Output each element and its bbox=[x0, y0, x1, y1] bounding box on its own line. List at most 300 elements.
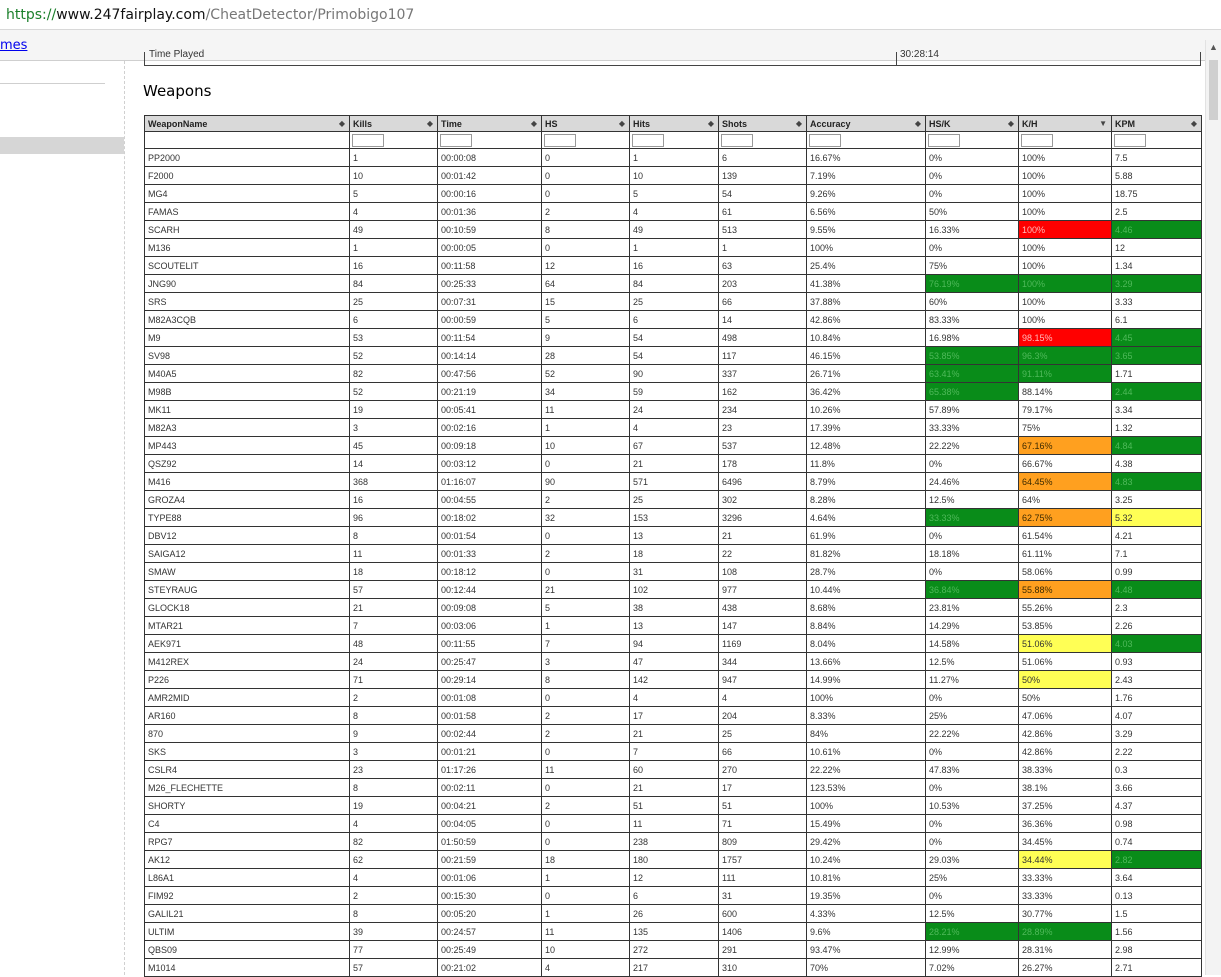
column-header-label: HS bbox=[545, 118, 558, 129]
cell-hits: 25 bbox=[630, 491, 719, 509]
cell-hs: 0 bbox=[542, 779, 630, 797]
cell-time: 00:04:55 bbox=[438, 491, 542, 509]
cell-accuracy: 61.9% bbox=[807, 527, 926, 545]
cell-hits: 10 bbox=[630, 167, 719, 185]
cell-accuracy: 41.38% bbox=[807, 275, 926, 293]
cell-hits: 59 bbox=[630, 383, 719, 401]
cell-hits: 47 bbox=[630, 653, 719, 671]
cell-kpm: 3.25 bbox=[1112, 491, 1202, 509]
cell-shots: 117 bbox=[719, 347, 807, 365]
cell-k-h: 50% bbox=[1019, 671, 1112, 689]
cell-hs-k: 47.83% bbox=[926, 761, 1019, 779]
cell-kpm: 2.26 bbox=[1112, 617, 1202, 635]
table-row bbox=[145, 941, 1202, 959]
cell-hs: 0 bbox=[542, 887, 630, 905]
cell-weaponname: SRS bbox=[145, 293, 350, 311]
cell-kpm: 18.75 bbox=[1112, 185, 1202, 203]
cell-kills: 10 bbox=[350, 167, 438, 185]
cell-kills: 23 bbox=[350, 761, 438, 779]
cell-k-h: 88.14% bbox=[1019, 383, 1112, 401]
cell-time: 00:21:59 bbox=[438, 851, 542, 869]
cell-hits: 217 bbox=[630, 959, 719, 977]
cell-hs-k: 0% bbox=[926, 833, 1019, 851]
nav-link-games[interactable]: mes bbox=[0, 38, 28, 53]
column-header-hs[interactable] bbox=[542, 116, 630, 132]
column-header-label: Shots bbox=[722, 118, 748, 129]
filter-cell bbox=[1112, 132, 1202, 149]
table-row bbox=[145, 689, 1202, 707]
player-info-table-fragment bbox=[144, 49, 1201, 66]
table-row bbox=[145, 797, 1202, 815]
cell-kills: 9 bbox=[350, 725, 438, 743]
cell-kpm: 3.33 bbox=[1112, 293, 1202, 311]
cell-hs-k: 12.99% bbox=[926, 941, 1019, 959]
cell-weaponname: SHORTY bbox=[145, 797, 350, 815]
cell-hits: 13 bbox=[630, 527, 719, 545]
table-row bbox=[145, 725, 1202, 743]
cell-kills: 5 bbox=[350, 185, 438, 203]
sort-diamond-icon[interactable]: ◆ bbox=[426, 119, 433, 128]
column-header-k-h[interactable] bbox=[1019, 116, 1112, 132]
cell-time: 00:09:08 bbox=[438, 599, 542, 617]
sort-diamond-icon[interactable]: ◆ bbox=[795, 119, 802, 128]
cell-k-h: 61.54% bbox=[1019, 527, 1112, 545]
table-row bbox=[145, 905, 1202, 923]
cell-k-h: 75% bbox=[1019, 419, 1112, 437]
cell-accuracy: 100% bbox=[807, 797, 926, 815]
cell-hs-k: 0% bbox=[926, 455, 1019, 473]
cell-hits: 1 bbox=[630, 149, 719, 167]
cell-k-h: 47.06% bbox=[1019, 707, 1112, 725]
url-path: /CheatDetector/Primobigo107 bbox=[205, 7, 415, 23]
cell-weaponname: M412REX bbox=[145, 653, 350, 671]
sidebar-selected-item[interactable] bbox=[0, 137, 124, 154]
table-row bbox=[145, 779, 1202, 797]
cell-kpm: 4.46 bbox=[1112, 221, 1202, 239]
cell-accuracy: 8.28% bbox=[807, 491, 926, 509]
cell-accuracy: 8.68% bbox=[807, 599, 926, 617]
cell-hits: 12 bbox=[630, 869, 719, 887]
cell-time: 00:11:55 bbox=[438, 635, 542, 653]
cell-hs: 0 bbox=[542, 149, 630, 167]
cell-accuracy: 46.15% bbox=[807, 347, 926, 365]
cell-shots: 17 bbox=[719, 779, 807, 797]
sort-diamond-icon[interactable]: ◆ bbox=[338, 119, 345, 128]
cell-weaponname: RPG7 bbox=[145, 833, 350, 851]
filter-input-kills[interactable] bbox=[352, 134, 384, 147]
cell-time: 00:11:54 bbox=[438, 329, 542, 347]
cell-time: 00:04:21 bbox=[438, 797, 542, 815]
cell-hs-k: 0% bbox=[926, 185, 1019, 203]
cell-kills: 1 bbox=[350, 149, 438, 167]
table-row bbox=[145, 239, 1202, 257]
cell-accuracy: 4.33% bbox=[807, 905, 926, 923]
cell-hits: 11 bbox=[630, 815, 719, 833]
cell-hs-k: 50% bbox=[926, 203, 1019, 221]
column-header-label: HS/K bbox=[929, 118, 951, 129]
cell-hs-k: 12.5% bbox=[926, 491, 1019, 509]
cell-hits: 180 bbox=[630, 851, 719, 869]
cell-hs: 11 bbox=[542, 401, 630, 419]
cell-hits: 49 bbox=[630, 221, 719, 239]
cell-k-h: 33.33% bbox=[1019, 869, 1112, 887]
cell-hs: 0 bbox=[542, 563, 630, 581]
cell-kills: 16 bbox=[350, 257, 438, 275]
cell-shots: 108 bbox=[719, 563, 807, 581]
cell-time: 00:11:58 bbox=[438, 257, 542, 275]
cell-kpm: 3.29 bbox=[1112, 725, 1202, 743]
cell-k-h: 51.06% bbox=[1019, 635, 1112, 653]
column-header-kpm[interactable] bbox=[1112, 116, 1202, 132]
cell-kills: 52 bbox=[350, 347, 438, 365]
cell-weaponname: MG4 bbox=[145, 185, 350, 203]
cell-kills: 19 bbox=[350, 401, 438, 419]
cell-hs: 0 bbox=[542, 833, 630, 851]
cell-kills: 8 bbox=[350, 707, 438, 725]
cell-hs-k: 83.33% bbox=[926, 311, 1019, 329]
table-row bbox=[145, 203, 1202, 221]
cell-kills: 368 bbox=[350, 473, 438, 491]
cell-accuracy: 123.53% bbox=[807, 779, 926, 797]
filter-input-k-h[interactable] bbox=[1021, 134, 1053, 147]
cell-time: 00:01:54 bbox=[438, 527, 542, 545]
cell-kpm: 0.74 bbox=[1112, 833, 1202, 851]
cell-kpm: 3.66 bbox=[1112, 779, 1202, 797]
cell-weaponname: SCARH bbox=[145, 221, 350, 239]
filter-input-hs-k[interactable] bbox=[928, 134, 960, 147]
cell-weaponname: PP2000 bbox=[145, 149, 350, 167]
cell-k-h: 38.33% bbox=[1019, 761, 1112, 779]
scroll-up-arrow-icon[interactable]: ▲ bbox=[1209, 42, 1218, 52]
cell-shots: 178 bbox=[719, 455, 807, 473]
cell-time: 01:17:26 bbox=[438, 761, 542, 779]
cell-k-h: 62.75% bbox=[1019, 509, 1112, 527]
filter-cell bbox=[145, 132, 350, 149]
cell-hs: 64 bbox=[542, 275, 630, 293]
sort-desc-icon[interactable]: ▼ bbox=[1099, 119, 1107, 128]
cell-kills: 7 bbox=[350, 617, 438, 635]
column-header-time[interactable] bbox=[438, 116, 542, 132]
sidebar-divider bbox=[0, 83, 105, 84]
cell-k-h: 79.17% bbox=[1019, 401, 1112, 419]
cell-k-h: 100% bbox=[1019, 275, 1112, 293]
cell-time: 00:02:11 bbox=[438, 779, 542, 797]
filter-cell bbox=[926, 132, 1019, 149]
cell-hs: 0 bbox=[542, 185, 630, 203]
cell-kills: 71 bbox=[350, 671, 438, 689]
cell-shots: 6 bbox=[719, 149, 807, 167]
cell-hs: 8 bbox=[542, 671, 630, 689]
cell-kpm: 1.32 bbox=[1112, 419, 1202, 437]
table-row bbox=[145, 671, 1202, 689]
cell-k-h: 100% bbox=[1019, 239, 1112, 257]
cell-accuracy: 8.33% bbox=[807, 707, 926, 725]
column-header-shots[interactable] bbox=[719, 116, 807, 132]
cell-hs-k: 36.84% bbox=[926, 581, 1019, 599]
cell-weaponname: DBV12 bbox=[145, 527, 350, 545]
cell-hs: 52 bbox=[542, 365, 630, 383]
cell-k-h: 37.25% bbox=[1019, 797, 1112, 815]
cell-weaponname: MTAR21 bbox=[145, 617, 350, 635]
vertical-scrollbar[interactable] bbox=[1205, 40, 1221, 975]
cell-accuracy: 81.82% bbox=[807, 545, 926, 563]
cell-hits: 90 bbox=[630, 365, 719, 383]
cell-time: 00:24:57 bbox=[438, 923, 542, 941]
cell-hs-k: 53.85% bbox=[926, 347, 1019, 365]
cell-kills: 57 bbox=[350, 959, 438, 977]
cell-hs-k: 18.18% bbox=[926, 545, 1019, 563]
cell-weaponname: ULTIM bbox=[145, 923, 350, 941]
column-header-hits[interactable] bbox=[630, 116, 719, 132]
sort-diamond-icon[interactable]: ◆ bbox=[914, 119, 921, 128]
cell-hits: 21 bbox=[630, 725, 719, 743]
cell-kpm: 5.88 bbox=[1112, 167, 1202, 185]
cell-kpm: 2.22 bbox=[1112, 743, 1202, 761]
cell-hs-k: 33.33% bbox=[926, 509, 1019, 527]
cell-k-h: 55.26% bbox=[1019, 599, 1112, 617]
cell-k-h: 42.86% bbox=[1019, 725, 1112, 743]
cell-hs: 0 bbox=[542, 689, 630, 707]
cell-kpm: 4.45 bbox=[1112, 329, 1202, 347]
cell-kpm: 3.29 bbox=[1112, 275, 1202, 293]
cell-weaponname: FIM92 bbox=[145, 887, 350, 905]
cell-k-h: 33.33% bbox=[1019, 887, 1112, 905]
cell-weaponname: GLOCK18 bbox=[145, 599, 350, 617]
cell-weaponname: L86A1 bbox=[145, 869, 350, 887]
cell-weaponname: QSZ92 bbox=[145, 455, 350, 473]
cell-hs: 5 bbox=[542, 311, 630, 329]
cell-hs-k: 57.89% bbox=[926, 401, 1019, 419]
info-divider bbox=[896, 52, 897, 65]
weapons-table bbox=[144, 115, 1202, 977]
cell-k-h: 51.06% bbox=[1019, 653, 1112, 671]
cell-kills: 21 bbox=[350, 599, 438, 617]
cell-hs-k: 28.21% bbox=[926, 923, 1019, 941]
cell-hs-k: 60% bbox=[926, 293, 1019, 311]
cell-kpm: 7.1 bbox=[1112, 545, 1202, 563]
sort-diamond-icon[interactable]: ◆ bbox=[530, 119, 537, 128]
cell-time: 00:25:49 bbox=[438, 941, 542, 959]
cell-accuracy: 8.84% bbox=[807, 617, 926, 635]
cell-kills: 4 bbox=[350, 203, 438, 221]
cell-hs-k: 16.33% bbox=[926, 221, 1019, 239]
cell-accuracy: 10.61% bbox=[807, 743, 926, 761]
sort-diamond-icon[interactable]: ◆ bbox=[707, 119, 714, 128]
cell-time: 00:01:21 bbox=[438, 743, 542, 761]
cell-shots: 66 bbox=[719, 743, 807, 761]
section-title-weapons: Weapons bbox=[143, 82, 212, 100]
column-header-hs-k[interactable] bbox=[926, 116, 1019, 132]
cell-hs-k: 65.38% bbox=[926, 383, 1019, 401]
cell-k-h: 100% bbox=[1019, 221, 1112, 239]
cell-hits: 31 bbox=[630, 563, 719, 581]
cell-kills: 49 bbox=[350, 221, 438, 239]
cell-time: 00:25:33 bbox=[438, 275, 542, 293]
cell-kpm: 1.34 bbox=[1112, 257, 1202, 275]
cell-hs: 2 bbox=[542, 545, 630, 563]
cell-accuracy: 28.7% bbox=[807, 563, 926, 581]
cell-time: 00:01:58 bbox=[438, 707, 542, 725]
cell-kills: 62 bbox=[350, 851, 438, 869]
cell-weaponname: SKS bbox=[145, 743, 350, 761]
cell-weaponname: MK11 bbox=[145, 401, 350, 419]
cell-hs: 11 bbox=[542, 923, 630, 941]
cell-hs-k: 24.46% bbox=[926, 473, 1019, 491]
cell-time: 00:18:12 bbox=[438, 563, 542, 581]
cell-hits: 38 bbox=[630, 599, 719, 617]
cell-kills: 14 bbox=[350, 455, 438, 473]
cell-hs-k: 22.22% bbox=[926, 725, 1019, 743]
cell-kills: 45 bbox=[350, 437, 438, 455]
cell-hs: 7 bbox=[542, 635, 630, 653]
cell-kpm: 1.5 bbox=[1112, 905, 1202, 923]
cell-time: 00:09:18 bbox=[438, 437, 542, 455]
filter-input-hs[interactable] bbox=[544, 134, 576, 147]
cell-kills: 8 bbox=[350, 527, 438, 545]
cell-hs-k: 0% bbox=[926, 149, 1019, 167]
cell-k-h: 100% bbox=[1019, 293, 1112, 311]
cell-kills: 53 bbox=[350, 329, 438, 347]
scrollbar-thumb[interactable] bbox=[1209, 60, 1218, 120]
cell-kills: 4 bbox=[350, 869, 438, 887]
cell-hs-k: 0% bbox=[926, 527, 1019, 545]
cell-hits: 21 bbox=[630, 779, 719, 797]
cell-k-h: 67.16% bbox=[1019, 437, 1112, 455]
cell-hs: 2 bbox=[542, 707, 630, 725]
cell-hits: 238 bbox=[630, 833, 719, 851]
table-row bbox=[145, 419, 1202, 437]
filter-input-time[interactable] bbox=[440, 134, 472, 147]
cell-time: 00:01:36 bbox=[438, 203, 542, 221]
table-row bbox=[145, 347, 1202, 365]
table-row bbox=[145, 221, 1202, 239]
cell-accuracy: 14.99% bbox=[807, 671, 926, 689]
sort-diamond-icon[interactable]: ◆ bbox=[1007, 119, 1014, 128]
cell-time: 00:05:20 bbox=[438, 905, 542, 923]
filter-input-shots[interactable] bbox=[721, 134, 753, 147]
table-row bbox=[145, 329, 1202, 347]
cell-accuracy: 11.8% bbox=[807, 455, 926, 473]
column-header-label: Accuracy bbox=[810, 118, 851, 129]
table-row bbox=[145, 761, 1202, 779]
cell-shots: 63 bbox=[719, 257, 807, 275]
cell-hs: 34 bbox=[542, 383, 630, 401]
cell-k-h: 66.67% bbox=[1019, 455, 1112, 473]
sort-diamond-icon[interactable]: ◆ bbox=[618, 119, 625, 128]
cell-accuracy: 10.26% bbox=[807, 401, 926, 419]
cell-accuracy: 37.88% bbox=[807, 293, 926, 311]
address-bar[interactable] bbox=[0, 0, 1221, 30]
table-row bbox=[145, 527, 1202, 545]
cell-accuracy: 16.67% bbox=[807, 149, 926, 167]
cell-accuracy: 10.24% bbox=[807, 851, 926, 869]
cell-weaponname: M9 bbox=[145, 329, 350, 347]
cell-hits: 26 bbox=[630, 905, 719, 923]
cell-weaponname: JNG90 bbox=[145, 275, 350, 293]
column-header-weaponname[interactable] bbox=[145, 116, 350, 132]
cell-k-h: 64.45% bbox=[1019, 473, 1112, 491]
cell-shots: 14 bbox=[719, 311, 807, 329]
cell-hs-k: 16.98% bbox=[926, 329, 1019, 347]
cell-shots: 51 bbox=[719, 797, 807, 815]
filter-input-accuracy[interactable] bbox=[809, 134, 841, 147]
cell-hs: 3 bbox=[542, 653, 630, 671]
cell-hs: 1 bbox=[542, 617, 630, 635]
cell-weaponname: SMAW bbox=[145, 563, 350, 581]
cell-time: 00:04:05 bbox=[438, 815, 542, 833]
cell-kpm: 1.71 bbox=[1112, 365, 1202, 383]
cell-shots: 270 bbox=[719, 761, 807, 779]
cell-kpm: 2.71 bbox=[1112, 959, 1202, 977]
cell-hs: 1 bbox=[542, 869, 630, 887]
cell-weaponname: SAIGA12 bbox=[145, 545, 350, 563]
cell-k-h: 100% bbox=[1019, 185, 1112, 203]
table-row bbox=[145, 149, 1202, 167]
filter-cell bbox=[542, 132, 630, 149]
cell-hs: 4 bbox=[542, 959, 630, 977]
cell-hits: 5 bbox=[630, 185, 719, 203]
cell-time: 00:02:44 bbox=[438, 725, 542, 743]
table-row bbox=[145, 437, 1202, 455]
column-header-label: K/H bbox=[1022, 118, 1038, 129]
table-row bbox=[145, 599, 1202, 617]
table-header-row bbox=[145, 116, 1202, 132]
cell-kpm: 4.83 bbox=[1112, 473, 1202, 491]
cell-accuracy: 15.49% bbox=[807, 815, 926, 833]
cell-weaponname: C4 bbox=[145, 815, 350, 833]
cell-shots: 1757 bbox=[719, 851, 807, 869]
filter-input-kpm[interactable] bbox=[1114, 134, 1146, 147]
table-row bbox=[145, 365, 1202, 383]
cell-time: 00:47:56 bbox=[438, 365, 542, 383]
cell-time: 00:01:06 bbox=[438, 869, 542, 887]
cell-time: 00:01:42 bbox=[438, 167, 542, 185]
sort-diamond-icon[interactable]: ◆ bbox=[1190, 119, 1197, 128]
cell-kills: 18 bbox=[350, 563, 438, 581]
table-row bbox=[145, 401, 1202, 419]
column-header-accuracy[interactable] bbox=[807, 116, 926, 132]
cell-accuracy: 9.26% bbox=[807, 185, 926, 203]
cell-k-h: 38.1% bbox=[1019, 779, 1112, 797]
cell-hs: 10 bbox=[542, 437, 630, 455]
cell-hs: 32 bbox=[542, 509, 630, 527]
column-header-kills[interactable] bbox=[350, 116, 438, 132]
cell-shots: 22 bbox=[719, 545, 807, 563]
cell-shots: 977 bbox=[719, 581, 807, 599]
cell-shots: 1 bbox=[719, 239, 807, 257]
cell-hs: 8 bbox=[542, 221, 630, 239]
cell-hits: 94 bbox=[630, 635, 719, 653]
cell-shots: 54 bbox=[719, 185, 807, 203]
cell-accuracy: 7.19% bbox=[807, 167, 926, 185]
cell-kpm: 3.34 bbox=[1112, 401, 1202, 419]
cell-weaponname: M26_FLECHETTE bbox=[145, 779, 350, 797]
cell-shots: 438 bbox=[719, 599, 807, 617]
cell-shots: 6496 bbox=[719, 473, 807, 491]
cell-kills: 82 bbox=[350, 365, 438, 383]
cell-accuracy: 42.86% bbox=[807, 311, 926, 329]
table-filter-row bbox=[145, 132, 1202, 149]
cell-hits: 21 bbox=[630, 455, 719, 473]
cell-kills: 24 bbox=[350, 653, 438, 671]
cell-hs: 21 bbox=[542, 581, 630, 599]
cell-kills: 8 bbox=[350, 905, 438, 923]
filter-input-hits[interactable] bbox=[632, 134, 664, 147]
cell-shots: 71 bbox=[719, 815, 807, 833]
cell-hs-k: 7.02% bbox=[926, 959, 1019, 977]
cell-weaponname: CSLR4 bbox=[145, 761, 350, 779]
table-row bbox=[145, 491, 1202, 509]
